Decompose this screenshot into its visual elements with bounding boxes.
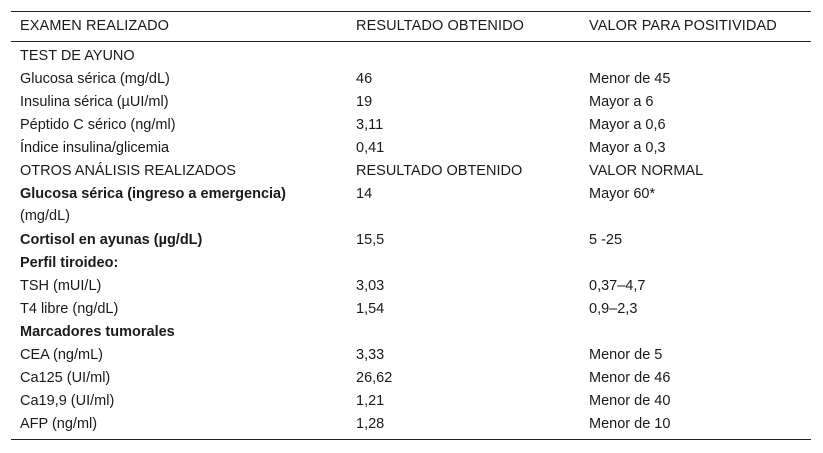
- result-cell: 14: [356, 186, 373, 202]
- table-row: [11, 298, 811, 321]
- header-result: RESULTADO OBTENIDO: [356, 18, 525, 34]
- reference-cell: Menor de 5: [589, 347, 663, 363]
- reference-cell: Menor de 40: [589, 393, 671, 409]
- group-title-row: [11, 321, 811, 344]
- header-exam: EXAMEN REALIZADO: [20, 18, 170, 34]
- exam-cell: T4 libre (ng/dL): [20, 301, 119, 317]
- exam-cell: TSH (mUI/L): [20, 278, 102, 294]
- group-title-tumor: Marcadores tumorales: [20, 324, 175, 340]
- reference-cell: 5 -25: [589, 232, 623, 248]
- table-row: [11, 229, 811, 252]
- reference-cell: Mayor a 0,3: [589, 140, 666, 156]
- reference-cell: Menor de 10: [589, 416, 671, 432]
- reference-cell: Mayor 60*: [589, 186, 656, 202]
- table-row: [11, 91, 811, 114]
- section-title-fast: TEST DE AYUNO: [20, 48, 135, 64]
- result-cell: 46: [356, 71, 373, 87]
- subheader-row: [11, 160, 811, 183]
- reference-cell: 0,37–4,7: [589, 278, 646, 294]
- table-header: [11, 11, 811, 41]
- table-row-continuation: [11, 205, 811, 228]
- exam-cell: Péptido C sérico (ng/ml): [20, 117, 176, 133]
- table-row: [11, 137, 811, 160]
- result-cell: 1,28: [356, 416, 385, 432]
- exam-cell: AFP (ng/ml): [20, 416, 98, 432]
- exam-cell: Índice insulina/glicemia: [20, 140, 170, 156]
- table-header-rule: [11, 41, 811, 42]
- exam-cell: Glucosa sérica (ingreso a emergencia): [20, 186, 286, 202]
- table-row: [11, 275, 811, 298]
- exam-cell-unit: (mg/dL): [20, 208, 70, 224]
- exam-cell: Glucosa sérica (mg/dL): [20, 71, 170, 87]
- table-row: [11, 114, 811, 137]
- subheader-reference: VALOR NORMAL: [589, 163, 704, 179]
- exam-cell: Cortisol en ayunas (µg/dL): [20, 232, 203, 248]
- subheader-result: RESULTADO OBTENIDO: [356, 163, 523, 179]
- table-row: [11, 367, 811, 390]
- table-row: [11, 68, 811, 91]
- result-cell: 0,41: [356, 140, 385, 156]
- exam-cell: CEA (ng/mL): [20, 347, 103, 363]
- table-bottom-rule: [11, 439, 811, 440]
- result-cell: 19: [356, 94, 373, 110]
- table-row: [11, 183, 811, 206]
- reference-cell: Menor de 45: [589, 71, 671, 87]
- reference-cell: 0,9–2,3: [589, 301, 638, 317]
- result-cell: 3,33: [356, 347, 385, 363]
- exam-cell: Insulina sérica (µUI/ml): [20, 94, 169, 110]
- reference-cell: Mayor a 6: [589, 94, 654, 110]
- result-cell: 3,11: [356, 117, 384, 133]
- subheader-exam: OTROS ANÁLISIS REALIZADOS: [20, 163, 236, 179]
- exam-cell: Ca19,9 (UI/ml): [20, 393, 115, 409]
- table-row: [11, 344, 811, 367]
- group-title-row: [11, 252, 811, 275]
- result-cell: 1,54: [356, 301, 385, 317]
- result-cell: 1,21: [356, 393, 385, 409]
- table-row: [11, 390, 811, 413]
- reference-cell: Mayor a 0,6: [589, 117, 666, 133]
- group-title-thyroid: Perfil tiroideo:: [20, 255, 119, 271]
- exam-cell: Ca125 (UI/ml): [20, 370, 111, 386]
- section-title-row: [11, 45, 811, 68]
- reference-cell: Menor de 46: [589, 370, 671, 386]
- result-cell: 26,62: [356, 370, 393, 386]
- result-cell: 15,5: [356, 232, 385, 248]
- header-reference: VALOR PARA POSITIVIDAD: [589, 18, 777, 34]
- result-cell: 3,03: [356, 278, 385, 294]
- table-row: [11, 413, 811, 436]
